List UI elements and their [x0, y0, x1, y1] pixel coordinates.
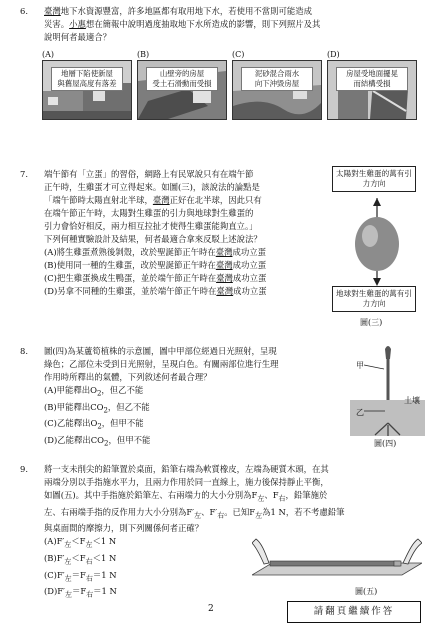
text: (D)乙能釋出CO [44, 435, 105, 446]
pencil-icon [270, 561, 400, 566]
photo-caption [51, 67, 123, 91]
text: (A)F′ [44, 536, 65, 547]
caption-line: 泥砂混合雨水 [254, 69, 300, 78]
option-a[interactable] [44, 246, 334, 259]
text: ，但甲不能 [101, 418, 144, 429]
option-d-label: (D) [327, 50, 340, 59]
option-d-photo [327, 60, 417, 120]
turn-page-box: 請翻頁繼續作答 [287, 601, 421, 623]
question-number: 6. [20, 6, 28, 16]
arrow-down-icon [373, 278, 381, 286]
question-text-line: 端午節有「立蛋」的習俗，網路上有民眾說只有在端午節 [44, 169, 254, 179]
subscript: 左 [64, 574, 72, 583]
option-d[interactable] [44, 434, 344, 451]
subscript: 右 [217, 511, 225, 520]
question-text-line: 下列何種實驗設計及結果，何者最適合拿來反駁上述說法？ [44, 234, 262, 244]
question-text-line [44, 5, 424, 18]
text: 災害。 [44, 19, 70, 29]
text: 地下水資源豐富，許多地區都有取用地下水，若使用不當則可能造成 [60, 6, 312, 16]
egg-highlight [362, 225, 378, 247]
question-text-line: 與桌面間的摩擦力，則下列關係何者正確？ [44, 523, 204, 534]
text: (C)F′ [44, 569, 65, 580]
option-b[interactable] [44, 401, 344, 418]
photo-caption [241, 67, 313, 91]
page-number: 2 [208, 604, 214, 614]
text: 成功立蛋 [233, 286, 267, 296]
subscript: 左 [64, 557, 72, 566]
option-b-photo [137, 60, 227, 120]
text: 說明何者最適合？ [44, 32, 111, 42]
caption-line: 而結構受損 [353, 79, 391, 88]
caption-line: 地層下陷使新屋 [61, 69, 113, 78]
text: (B)使用同一種的生雞蛋，改於聖誕節正午時在 [44, 260, 216, 270]
text: 如圖(五)。其中手指施於鉛筆左、右兩端力的大小分別為F [44, 490, 258, 500]
option-a-photo [42, 60, 132, 120]
place-name: 臺灣 [152, 195, 170, 205]
option-b[interactable] [44, 259, 334, 272]
place-name: 臺灣 [216, 273, 233, 283]
text: ＜F [71, 536, 86, 547]
question-text-line: 兩端分別以手指施水平力，且兩力作用於同一直線上，施力後保持靜止平衡， [44, 477, 329, 487]
question-text-line [44, 31, 424, 44]
caption-line: 山壁旁的房屋 [159, 69, 205, 78]
subscript: 右 [85, 557, 93, 566]
question-text-line: 圖(四)為某蘆筍植株的示意圖，圖中甲部位經過日光照射，呈現 [44, 346, 277, 356]
text: 為1 N，若不考慮鉛筆 [262, 506, 345, 517]
text: 左、右兩端手指的反作用力大小分別為F′ [44, 506, 195, 517]
person-name: 小惠 [69, 19, 86, 29]
question-text-line [44, 506, 424, 523]
text: ，但乙不能 [101, 385, 144, 395]
question-number: 7. [20, 169, 28, 179]
part-b-label: 乙 [356, 408, 364, 417]
subscript: 右 [85, 574, 93, 583]
question-text-line [44, 489, 424, 506]
option-b-label: (B) [137, 50, 150, 59]
place-name: 臺灣 [215, 260, 233, 270]
figure-5-caption: 圖(五) [355, 587, 378, 596]
text: 正好在北半球，因此只有 [169, 195, 262, 205]
text: 、F′ [201, 506, 218, 517]
question-text-line [44, 194, 334, 207]
pencil-diagram [252, 533, 422, 583]
arrow-up-icon [373, 198, 381, 206]
text: 、F [264, 490, 279, 500]
subscript: 右 [86, 591, 94, 600]
text: ＝F [71, 569, 86, 580]
subscript: 左 [257, 494, 265, 503]
subscript: 左 [64, 591, 72, 600]
question-number: 8. [20, 346, 28, 356]
left-finger-icon [252, 539, 269, 564]
question-8 [20, 345, 420, 448]
text: (B)甲能釋出CO [44, 401, 104, 412]
question-text-line: 作用時所釋出的氣體，下列敘述何者最合理？ [44, 372, 212, 382]
right-finger-icon [403, 539, 422, 564]
question-6 [20, 5, 420, 160]
text: (B)F′ [44, 553, 65, 564]
text: ＜F [71, 553, 86, 564]
egg-icon [355, 217, 399, 271]
caption-line: 向下沖毀房屋 [254, 79, 300, 88]
subscript: 右 [278, 494, 286, 503]
option-c[interactable] [44, 272, 334, 285]
option-c[interactable] [44, 417, 344, 434]
text: (C)把生雞蛋換成生鴨蛋，並於端午節正午時在 [44, 273, 217, 283]
place-name: 臺灣 [44, 6, 61, 16]
soil-label: 土壤 [404, 396, 420, 405]
question-text-line: 引力會恰好相反，兩力相互拉扯才使得生雞蛋能夠直立。」 [44, 221, 258, 231]
question-7 [20, 168, 420, 338]
question-text-line: 正午時，生雞蛋才可立得起來。如圖(三)，該說法的論點是 [44, 182, 260, 192]
question-text-line [44, 18, 424, 31]
figure-4-caption: 圖(四) [374, 439, 397, 448]
text: (A)甲能釋出O [44, 385, 97, 395]
question-number: 9. [20, 464, 28, 474]
option-c-photo [232, 60, 322, 120]
asparagus-tip-icon [385, 346, 391, 359]
text: ，鉛筆施於 [285, 490, 328, 500]
place-name: 臺灣 [216, 286, 234, 296]
text: 成功立蛋 [232, 273, 267, 283]
subscript: 2 [104, 439, 109, 448]
subscript: 左 [194, 511, 202, 520]
option-c-label: (C) [232, 50, 245, 59]
text: (C)乙能釋出O [44, 418, 98, 429]
sun-gravity-label: 太陽對生雞蛋的萬有引力方向 [332, 166, 416, 192]
subscript: 2 [103, 406, 108, 415]
caption-line: 房屋受地面擺晃 [346, 69, 398, 78]
subscript: 左 [64, 541, 72, 550]
text: ＝1 N [92, 569, 117, 580]
text: ，但乙不能 [107, 401, 150, 412]
part-a-label: 甲 [356, 361, 364, 370]
text: 「端午節時太陽直射北半球， [44, 195, 153, 205]
text: 成功立蛋 [232, 247, 266, 257]
photo-caption [146, 67, 218, 91]
question-text-line: 綠色；乙部位未受到日光照射，呈現白色。有關兩部位進行生理 [44, 359, 279, 369]
text: (D)另拿不同種的生雞蛋，並於端午節正午時在 [44, 286, 217, 296]
option-a[interactable] [44, 384, 344, 401]
text: ＜1 N [92, 536, 117, 547]
subscript: 左 [85, 541, 93, 550]
caption-line: 受土石滑動而受損 [152, 79, 212, 88]
figure-3-caption: 圖(三) [360, 318, 383, 327]
subscript: 2 [97, 423, 102, 432]
option-a-label: (A) [42, 50, 55, 59]
subscript: 2 [96, 389, 102, 398]
text: ＜1 N [92, 553, 117, 564]
place-name: 臺灣 [215, 247, 233, 257]
text: ＝F [71, 586, 87, 597]
text: ＝1 N [93, 586, 117, 597]
option-d[interactable] [44, 285, 334, 298]
eraser-icon [394, 561, 401, 566]
text: 想在簡報中說明過度抽取地下水所造成的影響，則下列照片及其 [85, 19, 321, 29]
text: (A)將生雞蛋煮熟後剝殼，改於聖誕節正午時在 [44, 247, 216, 257]
text: (D)F′ [44, 586, 65, 597]
pointer-a [364, 365, 384, 369]
photo-caption [336, 67, 408, 91]
question-text-line: 將一支未削尖的鉛筆置於桌面，鉛筆右端為軟質橡皮，左端為硬質木頭，在其 [44, 464, 329, 474]
text: ，但甲不能 [108, 435, 151, 446]
subscript: 左 [255, 511, 263, 520]
question-9 [20, 463, 425, 598]
question-text-line: 在端午節正午時，太陽對生雞蛋的引力與地球對生雞蛋的 [44, 208, 254, 218]
text: 。已知F [224, 506, 256, 517]
text: 成功立蛋 [232, 260, 267, 270]
earth-gravity-label: 地球對生雞蛋的萬有引力方向 [332, 286, 416, 312]
caption-line: 與舊屋高度有落差 [57, 79, 117, 88]
egg-diagram [342, 198, 412, 286]
